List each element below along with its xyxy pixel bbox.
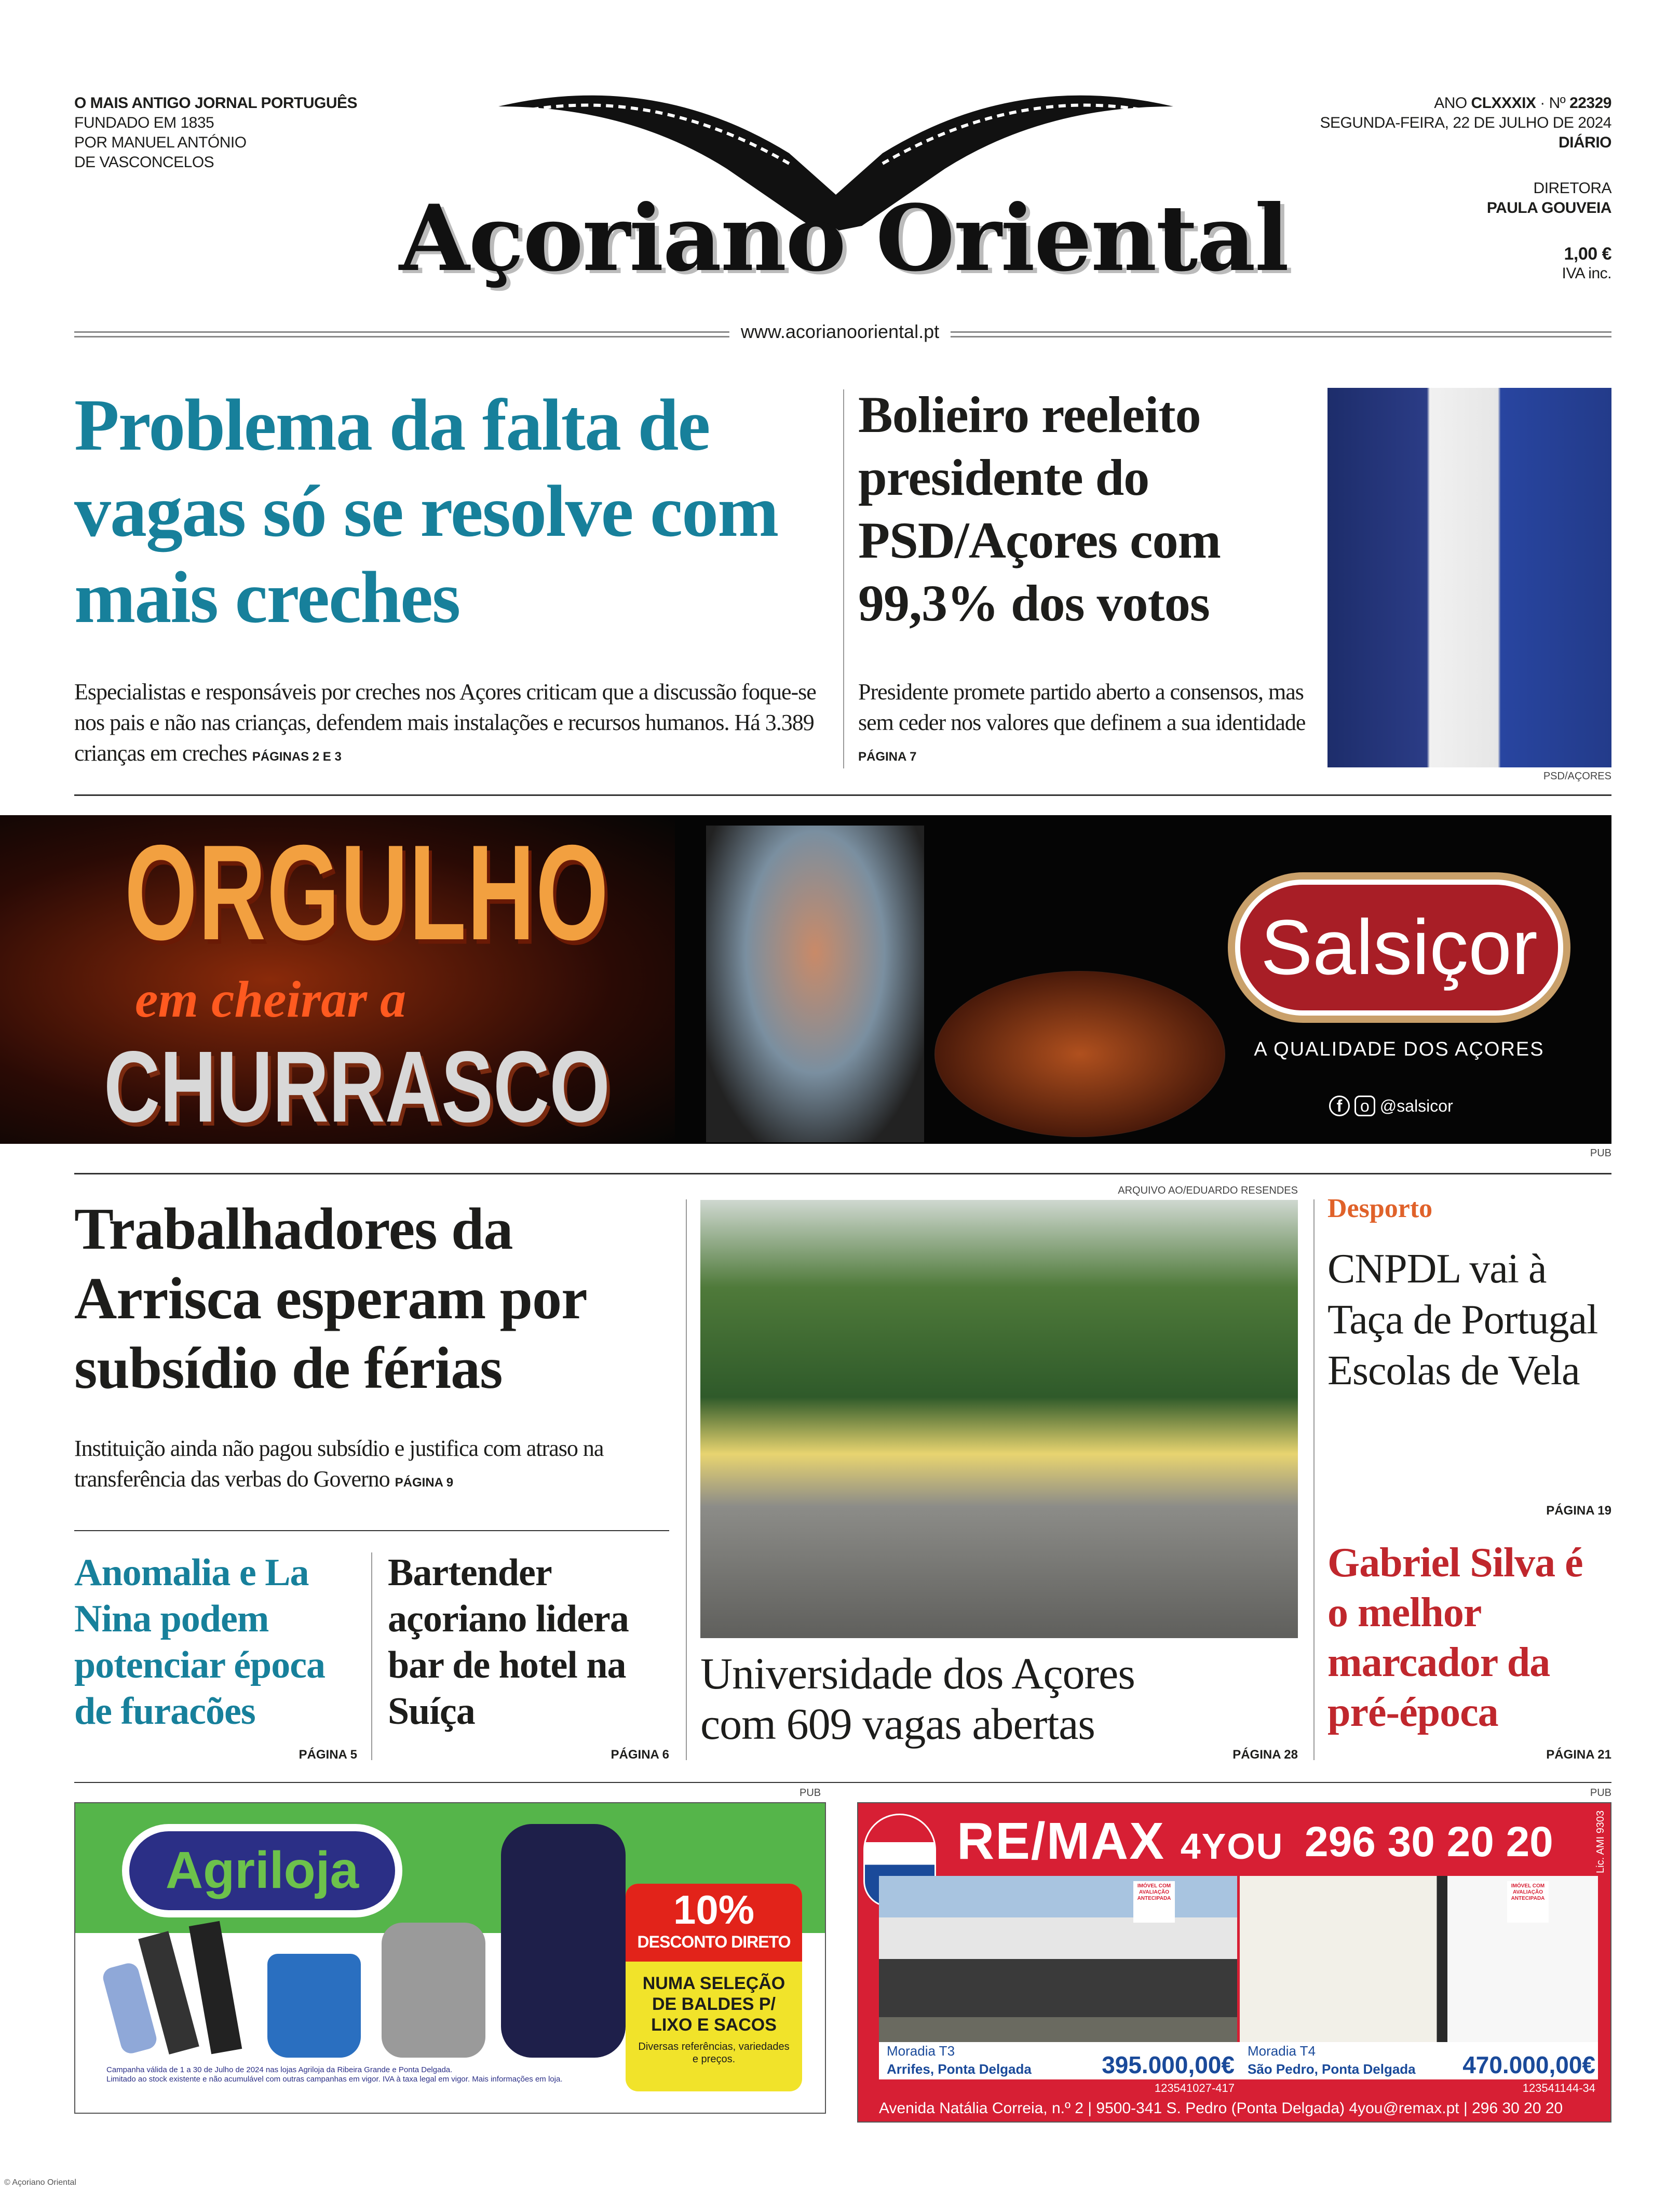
universidade-headline[interactable]: Universidade dos Açores com 609 vagas abertas (700, 1648, 1135, 1749)
lead-page-ref: PÁGINAS 2 E 3 (252, 750, 342, 764)
issue-number: 22329 (1569, 94, 1611, 112)
remax-office: 4YOU (1180, 1826, 1284, 1867)
year-label: ANO (1434, 94, 1467, 112)
year: CLXXXIX (1471, 94, 1536, 112)
listing-ref: 123541144-34 (1522, 2082, 1595, 2095)
salsicor-social[interactable] (1329, 1096, 1453, 1116)
website-link[interactable]: www.acorianooriental.pt (729, 321, 951, 343)
terms-line1: Campanha válida de 1 a 30 de Julho de 2024 nas lojas Agriloja da Ribeira Grande e Ponta Delgada. (106, 2065, 453, 2074)
offer-text: NUMA SELEÇÃO DE BALDES P/ LIXO E SACOS (642, 1974, 785, 2035)
lead-summary (74, 677, 837, 772)
bartender-page-ref: PÁGINA 6 (611, 1748, 669, 1762)
ad-line1: ORGULHO (125, 817, 609, 969)
price: 1,00 € (1564, 244, 1611, 264)
ad-line2: em cheirar a (135, 970, 407, 1028)
salsicor-logo (1228, 872, 1570, 1023)
anomalia-page-ref: PÁGINA 5 (299, 1748, 357, 1762)
listing-type: Moradia T3 (887, 2043, 955, 2059)
photo-credit: ARQUIVO AO/EDUARDO RESENDES (1118, 1185, 1298, 1196)
newspaper-logo: Açoriano Oriental (399, 185, 1289, 292)
remax-logo (957, 1813, 1283, 1875)
photo-credit: PSD/AÇORES (1543, 771, 1611, 782)
salsicor-ad[interactable] (0, 815, 1611, 1144)
badge: IMÓVEL COM AVALIAÇÃO ANTECIPADA (1507, 1881, 1549, 1923)
agriloja-ad[interactable] (74, 1802, 826, 2114)
social-handle: @salsicor (1379, 1097, 1453, 1115)
remax-ad[interactable] (857, 1802, 1611, 2123)
column-divider (686, 1199, 687, 1760)
founder-line1: POR MANUEL ANTÓNIO (74, 134, 247, 151)
listing-price: 470.000,00€ (1462, 2051, 1595, 2078)
license: Lic. AMI 9303 (1595, 1810, 1606, 1873)
salsicor-slogan: A QUALIDADE DOS AÇORES (1254, 1038, 1544, 1060)
arrisca-summary (74, 1433, 671, 1498)
story-rule (74, 1530, 669, 1531)
arrisca-headline[interactable]: Trabalhadores da Arrisca esperam por subsídio de férias (74, 1196, 586, 1401)
section-label-desporto[interactable]: Desporto (1327, 1194, 1433, 1223)
agriloja-logo: Agriloja (122, 1824, 402, 1917)
instagram-icon: o (1354, 1096, 1375, 1116)
bolieiro-voting-photo (1327, 388, 1611, 767)
terms-line2: Limitado ao stock existente e não acumulável com outras campanhas em vigor. IVA à taxa legal em vigor. Mais informações em loja. (106, 2075, 563, 2084)
copyright: © Açoriano Oriental (4, 2178, 76, 2187)
column-divider (1313, 1199, 1315, 1760)
second-page-ref: PÁGINA 7 (858, 750, 917, 764)
listing-photo-1 (879, 1876, 1237, 2042)
gabriel-page-ref: PÁGINA 21 (1546, 1748, 1611, 1762)
remax-footer: Avenida Natália Correia, n.º 2 | 9500-341 S. Pedro (Ponta Delgada) 4you@remax.pt | 296 30 20 20 (879, 2100, 1563, 2117)
facebook-icon: f (1329, 1096, 1350, 1116)
masthead-right-info (1320, 93, 1611, 283)
arrisca-summary-text: Instituição ainda não pagou subsídio e justifica com atraso na transferência das verbas do Governo (74, 1436, 604, 1492)
lead-headline[interactable]: Problema da falta de vagas só se resolve com mais creches (74, 384, 778, 638)
second-headline[interactable]: Bolieiro reeleito presidente do PSD/Açores com 99,3% dos votos (858, 386, 1221, 632)
grill-image (934, 971, 1225, 1137)
second-summary-text: Presidente promete partido aberto a consensos, mas sem ceder nos valores que definem a sua identidade (858, 679, 1306, 735)
pub-label: PUB (1590, 1787, 1611, 1799)
price-note: IVA inc. (1562, 265, 1611, 282)
column-divider (371, 1552, 372, 1760)
lead-summary-text: Especialistas e responsáveis por creches nos Açores criticam que a discussão foque-se nos pais e não nas crianças, defendem mais instalações e recursos humanos. Há 3.389 crianças em creches (74, 679, 816, 766)
tagline: O MAIS ANTIGO JORNAL PORTUGUÊS (74, 94, 358, 112)
frequency: DIÁRIO (1559, 134, 1611, 151)
founded: FUNDADO EM 1835 (74, 114, 214, 131)
discount-box (626, 1884, 802, 2091)
masthead-left-info (74, 93, 357, 172)
director-label: DIRETORA (1533, 180, 1611, 197)
ad-line3: CHURRASCO (104, 1030, 610, 1143)
university-gate-photo (700, 1200, 1298, 1638)
bins-product-image (112, 1902, 631, 2058)
terms (106, 2065, 563, 2084)
column-divider (843, 389, 844, 768)
founder-line2: DE VASCONCELOS (74, 154, 214, 171)
discount-value: 10% (673, 1887, 755, 1933)
listing-ref: 123541027-417 (1154, 2082, 1235, 2095)
remax-brand: RE/MAX (957, 1812, 1165, 1870)
section-rule (74, 1173, 1611, 1174)
cnpdl-headline[interactable]: CNPDL vai à Taça de Portugal Escolas de Vela (1327, 1246, 1598, 1394)
offer-note: Diversas referências, variedades e preços. (638, 2041, 790, 2065)
gabriel-headline[interactable]: Gabriel Silva é o melhor marcador da pré-época (1327, 1540, 1583, 1735)
discount-label: DESCONTO DIRETO (637, 1933, 791, 1951)
remax-phone[interactable]: 296 30 20 20 (1305, 1818, 1553, 1866)
cnpdl-page-ref: PÁGINA 19 (1546, 1504, 1611, 1518)
section-rule (74, 1782, 1611, 1783)
chef-image (706, 826, 924, 1142)
listing-location: Arrifes, Ponta Delgada (887, 2061, 1032, 2077)
director: PAULA GOUVEIA (1486, 199, 1611, 217)
listing-price: 395.000,00€ (1102, 2051, 1235, 2078)
pub-label: PUB (1590, 1147, 1611, 1159)
bartender-headline[interactable]: Bartender açoriano lidera bar de hotel na Suíça (388, 1551, 629, 1733)
date: SEGUNDA-FEIRA, 22 DE JULHO DE 2024 (1320, 114, 1611, 131)
universidade-page-ref: PÁGINA 28 (1232, 1748, 1298, 1762)
arrisca-page-ref: PÁGINA 9 (395, 1476, 454, 1490)
listing-location: São Pedro, Ponta Delgada (1248, 2061, 1416, 2077)
pub-label: PUB (800, 1787, 821, 1799)
listing-type: Moradia T4 (1248, 2043, 1316, 2059)
section-rule (74, 794, 1611, 796)
issue-label: · Nº (1540, 94, 1566, 112)
badge: IMÓVEL COM AVALIAÇÃO ANTECIPADA (1133, 1881, 1175, 1923)
salsicor-brand: Salsiçor (1240, 885, 1558, 1010)
second-summary (858, 677, 1320, 772)
anomalia-headline[interactable]: Anomalia e La Nina podem potenciar época de furacões (74, 1551, 326, 1733)
